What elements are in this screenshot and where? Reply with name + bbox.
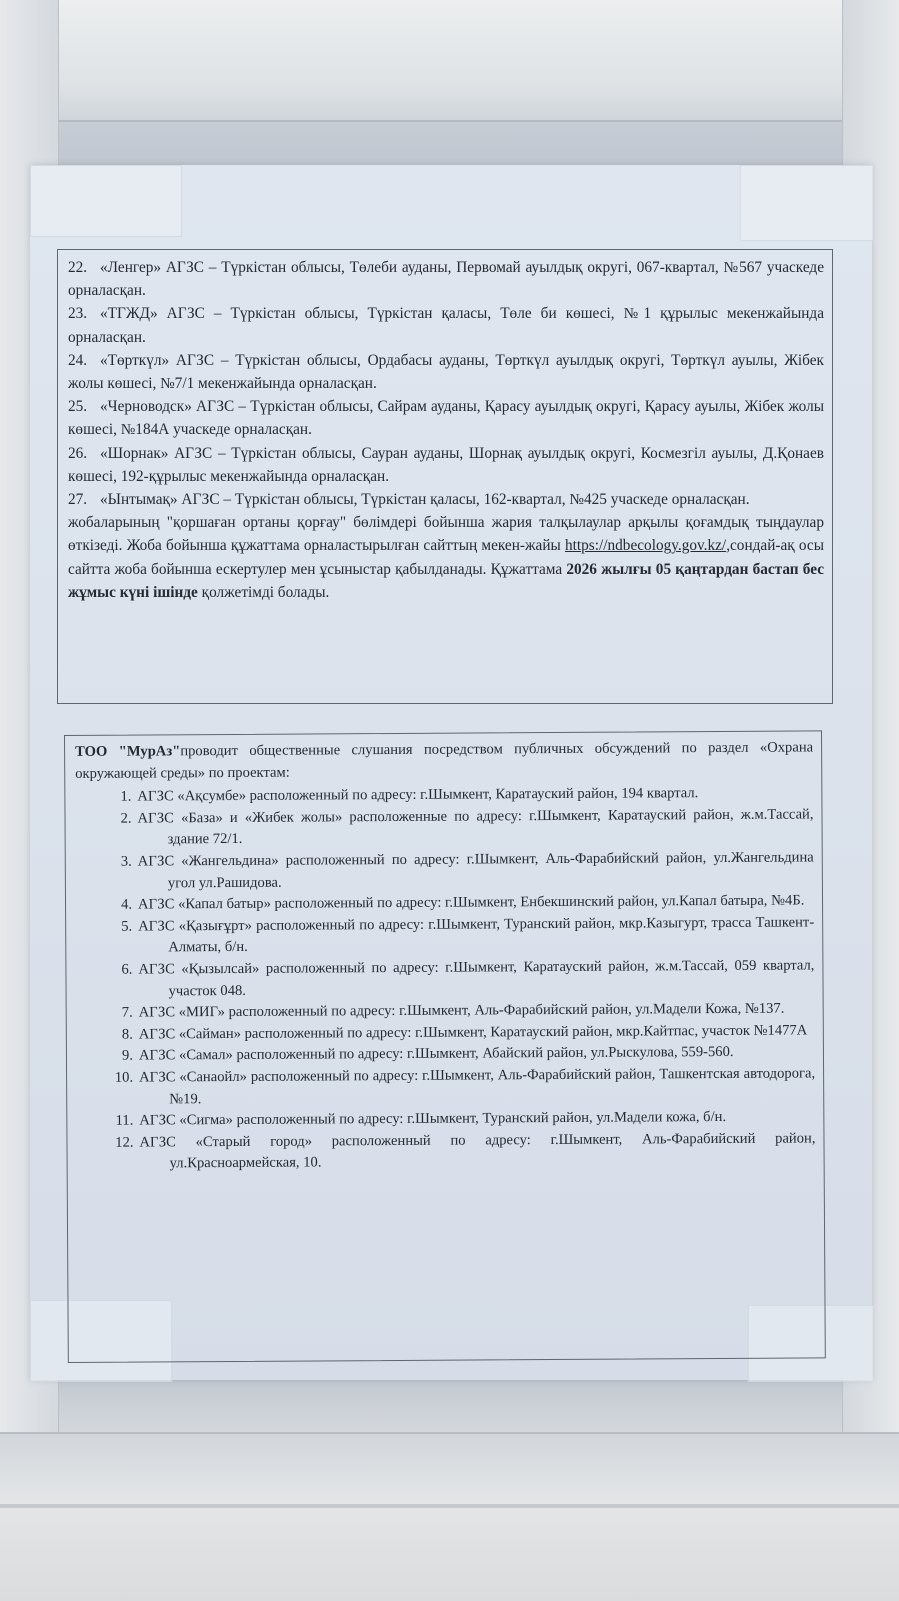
list-item-text: АГЗС «МИГ» расположенный по адресу: г.Шымкент, Аль-Фарабийский район, ул.Мадели Кожа, №137. xyxy=(138,1000,785,1021)
list-item xyxy=(77,1128,815,1176)
list-item-text: АГЗС «Капал батыр» расположенный по адресу: г.Шымкент, Енбекшинский район, ул.Капал батыра, №4Б. xyxy=(137,892,805,913)
list-item xyxy=(75,804,813,852)
list-item-text: «Ынтымақ» АГЗС – Түркістан облысы, Түркістан қаласы, 162-квартал, №425 учаскеде орналасқан. xyxy=(100,491,750,509)
notice-russian-list xyxy=(75,783,815,1176)
list-item-text: АГЗС «Санаойл» расположенный по адресу: г.Шымкент, Аль-Фарабийский район, Ташкентская автодорога, №19. xyxy=(139,1065,816,1107)
list-item-text: АГЗС «Самал» расположенный по адресу: г.Шымкент, Абайский район, ул.Рыскулова, 559-560. xyxy=(138,1044,734,1064)
closing-text-3: қолжетімді болады. xyxy=(201,583,330,601)
list-item-number: 6. xyxy=(121,961,133,978)
list-item-text: «Черноводск» АГЗС – Түркістан облысы, Сайрам ауданы, Қарасу ауылдық округі, Қарасу ауылы, Жібек жолы көшесі, №184А учаскеде орналасқан. xyxy=(68,398,824,439)
window-frame-bottom xyxy=(0,1432,899,1601)
list-item-text: АГЗС «База» и «Жибек жолы» расположенные по адресу: г.Шымкент, Каратауский район, ж.м.Тассай, здание 72/1. xyxy=(137,806,814,848)
list-item-number: 24. xyxy=(68,351,88,369)
list-item-number: 2. xyxy=(120,810,132,827)
intro-text: проводит общественные слушания посредством публичных обсуждений по раздел «Охрана окружающей среды» по проектам: xyxy=(75,739,814,782)
list-item-text: «ТГЖД» АГЗС – Түркістан облысы, Түркістан қаласы, Төле би көшесі, №1 құрылыс мекенжайында орналасқан. xyxy=(68,305,824,346)
tape-top-right xyxy=(740,165,874,241)
closing-text-1: жобаларының "қоршаған ортаны қорғау" бөлімдері бойынша жария талқылаулар арқылы қоғамдық тыңдаулар өткізеді. Жоба бойынша құжаттама орналастырылған сайттың мекен-жайы xyxy=(68,514,824,555)
window-frame-top xyxy=(0,0,899,122)
list-item-number: 26. xyxy=(68,444,88,462)
list-item xyxy=(68,395,824,441)
list-item xyxy=(68,488,824,511)
list-item-text: АГЗС «Қазығұрт» расположенный по адресу: г.Шымкент, Туранский район, мкр.Казыгурт, трасса Ташкент-Алматы, б/н. xyxy=(138,914,815,956)
list-item xyxy=(68,302,824,348)
list-item-text: «Төрткүл» АГЗС – Түркістан облысы, Ордабасы ауданы, Төрткүл ауылдық округі, Төрткүл ауылы, Жібек жолы көшесі, №7/1 мекенжайында орналасқан. xyxy=(68,351,824,393)
list-item-number: 5. xyxy=(121,918,133,935)
list-item-number: 4. xyxy=(121,896,133,913)
list-item xyxy=(68,256,824,302)
closing-date-bold: 2026 жылғы 05 қаңтардан бастап бес жұмыс күні ішінде xyxy=(68,560,824,601)
list-item-number: 22. xyxy=(68,259,88,276)
list-item xyxy=(68,442,824,488)
list-item-number: 1. xyxy=(120,788,132,805)
list-item-text: АГЗС «Сайман» расположенный по адресу: г.Шымкент, Каратауский район, мкр.Кайтпас, участок №1477А xyxy=(138,1022,808,1043)
notice-russian xyxy=(64,730,826,1363)
list-item-number: 10. xyxy=(114,1069,134,1086)
list-item-text: АГЗС «Ақсумбе» расположенный по адресу: г.Шымкент, Каратауский район, 194 квартал. xyxy=(137,785,699,805)
list-item-number: 25. xyxy=(68,398,88,416)
list-item-number: 12. xyxy=(115,1134,134,1151)
organization-name: ТОО "МурАз" xyxy=(75,743,181,760)
list-item xyxy=(76,955,814,1003)
list-item-text: АГЗС «Жангельдина» расположенный по адресу: г.Шымкент, Аль-Фарабийский район, ул.Жангельдина угол ул.Рашидова. xyxy=(137,849,814,891)
window-rail xyxy=(0,1504,899,1508)
tape-top-left xyxy=(30,165,182,237)
list-item-number: 11. xyxy=(115,1112,134,1129)
notice-russian-intro xyxy=(75,737,813,785)
list-item-text: АГЗС «Старый город» расположенный по адресу: г.Шымкент, Аль-Фарабийский район, ул.Красноармейская, 10. xyxy=(139,1130,816,1172)
list-item-text: «Ленгер» АГЗС – Түркістан облысы, Төлеби ауданы, Первомай ауылдық округі, 067-квартал, №567 учаскеде орналасқан. xyxy=(68,259,824,300)
closing-text-2: ,сондай-ақ осы сайтта жоба бойынша ескертулер мен ұсыныстар қабылданады. Құжаттама xyxy=(68,537,824,578)
notice-kazakh-closing xyxy=(68,511,824,604)
list-item xyxy=(77,1063,815,1111)
list-item-number: 7. xyxy=(121,1004,133,1021)
list-item-number: 27. xyxy=(68,491,88,509)
list-item-text: АГЗС «Қызылсай» расположенный по адресу: г.Шымкент, Каратауский район, ж.м.Тассай, 059 квартал, участок 048. xyxy=(138,957,815,999)
notice-kazakh-list xyxy=(68,256,824,511)
list-item xyxy=(68,349,824,395)
list-item-number: 9. xyxy=(121,1047,134,1064)
list-item xyxy=(76,847,814,895)
list-item-text: АГЗС «Сигма» расположенный по адресу: г.Шымкент, Туранский район, ул.Мадели кожа, б/н. xyxy=(139,1109,727,1129)
notice-kazakh xyxy=(57,249,833,704)
list-item-number: 23. xyxy=(68,305,88,323)
list-item-number: 3. xyxy=(120,853,132,870)
website-link[interactable]: https://ndbecology.gov.kz/ xyxy=(565,537,727,555)
list-item-number: 8. xyxy=(121,1026,133,1043)
list-item xyxy=(76,912,814,960)
list-item-text: «Шорнак» АГЗС – Түркістан облысы, Сауран ауданы, Шорнақ ауылдық округі, Космезгіл ауылы, Д.Қонаев көшесі, 192-құрылыс мекенжайында орналасқан. xyxy=(68,444,824,485)
